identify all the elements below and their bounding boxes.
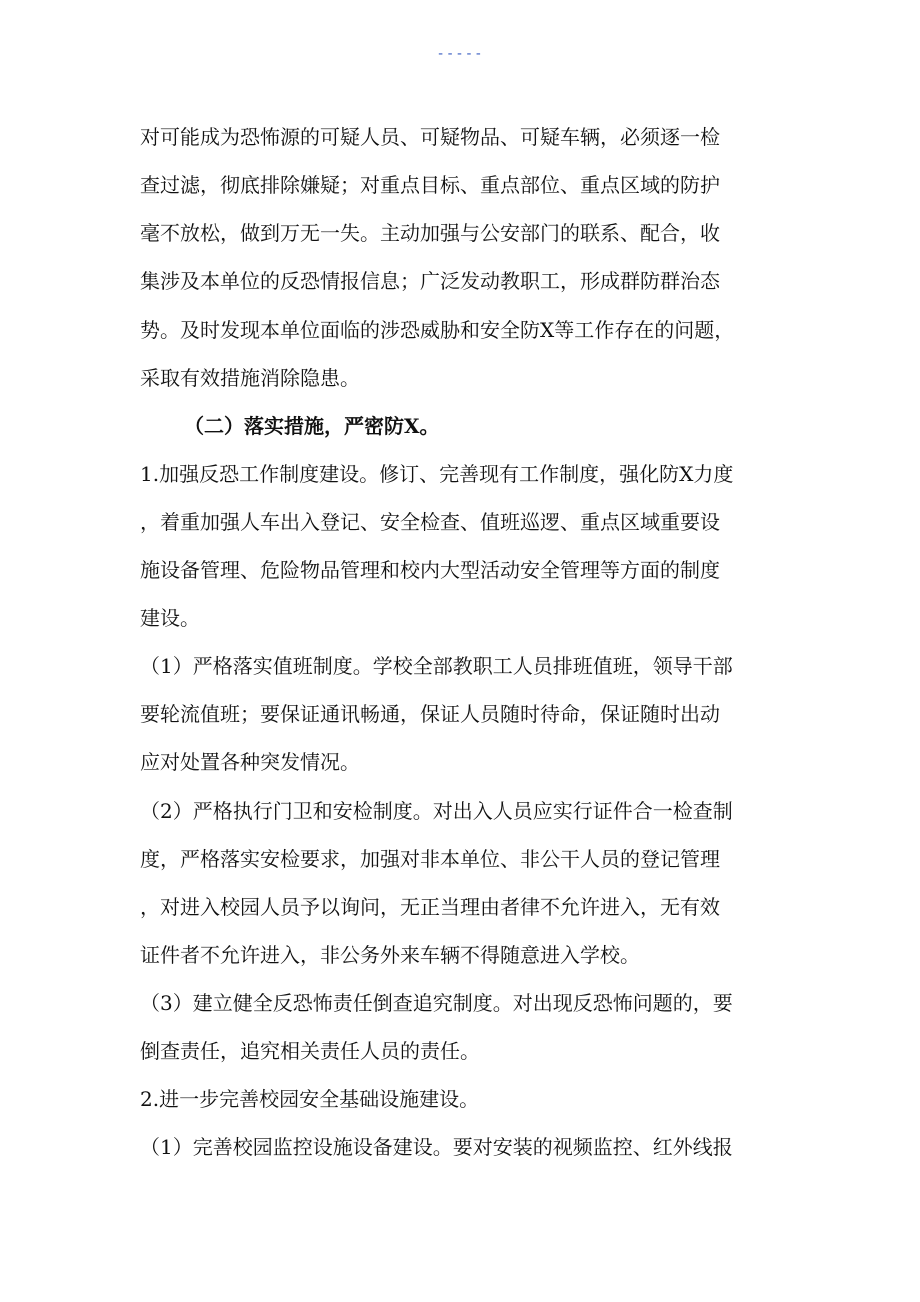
paragraph-line: 集涉及本单位的反恐情报信息；广泛发动教职工，形成群防群治态 [140, 269, 720, 293]
paragraph-line: （3）建立健全反恐怖责任倒查追究制度。对出现反恐怖问题的，要 [140, 991, 733, 1015]
paragraph-line: 施设备管理、危险物品管理和校内大型活动安全管理等方面的制度 [140, 558, 720, 582]
paragraph-line: （1）严格落实值班制度。学校全部教职工人员排班值班，领导干部 [140, 654, 733, 678]
paragraph-line: 势。及时发现本单位面临的涉恐威胁和安全防X等工作存在的问题， [140, 318, 735, 342]
paragraph-line: 1.加强反恐工作制度建设。修订、完善现有工作制度，强化防X力度 [140, 462, 734, 486]
paragraph-line: 建设。 [140, 606, 200, 630]
paragraph-line: 应对处置各种突发情况。 [140, 750, 360, 774]
paragraph-line: （1）完善校园监控设施设备建设。要对安装的视频监控、红外线报 [140, 1135, 733, 1159]
paragraph-line: 对可能成为恐怖源的可疑人员、可疑物品、可疑车辆，必须逐一检 [140, 125, 720, 149]
paragraph-line: 采取有效措施消除隐患。 [140, 366, 360, 390]
paragraph-line: 倒查责任，追究相关责任人员的责任。 [140, 1039, 480, 1063]
paragraph-line: （2）严格执行门卫和安检制度。对出入人员应实行证件合一检查制 [140, 799, 733, 823]
paragraph-line: ，对进入校园人员予以询问，无正当理由者律不允许进入，无有效 [140, 895, 720, 919]
paragraph-line: 2.进一步完善校园安全基础设施建设。 [140, 1087, 480, 1111]
paragraph-line: 要轮流值班；要保证通讯畅通，保证人员随时待命，保证随时出动 [140, 702, 720, 726]
page-header-mark: ----- [436, 46, 484, 62]
paragraph-line: 查过滤，彻底排除嫌疑；对重点目标、重点部位、重点区域的防护 [140, 173, 720, 197]
paragraph-line: 毫不放松，做到万无一失。主动加强与公安部门的联系、配合，收 [140, 221, 720, 245]
paragraph-line: 度，严格落实安检要求，加强对非本单位、非公干人员的登记管理 [140, 847, 720, 871]
section-heading: （二）落实措施，严密防X。 [184, 414, 440, 438]
paragraph-line: ，着重加强人车出入登记、安全检查、值班巡逻、重点区域重要设 [140, 510, 720, 534]
paragraph-line: 证件者不允许进入，非公务外来车辆不得随意进入学校。 [140, 943, 640, 967]
